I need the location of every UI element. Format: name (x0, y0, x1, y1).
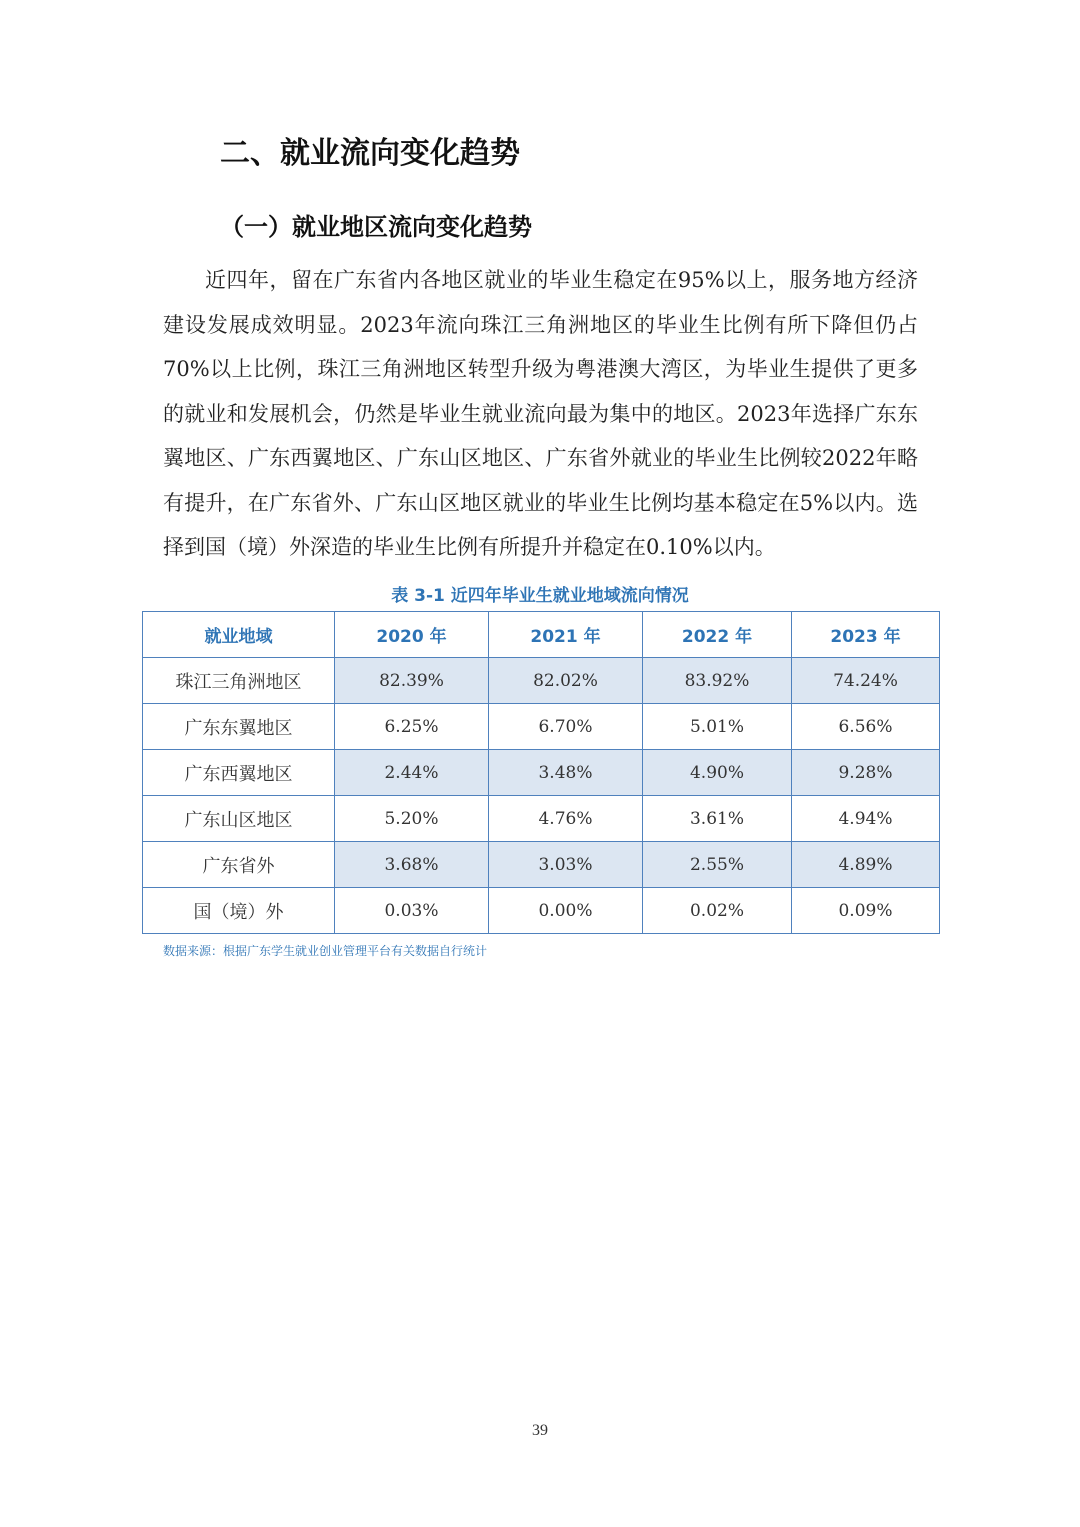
subsection-title: （一）就业地区流向变化趋势 (220, 213, 532, 241)
value-cell: 83.92% (643, 658, 792, 704)
table-source-note: 数据来源：根据广东学生就业创业管理平台有关数据自行统计 (163, 944, 488, 958)
value-cell: 3.03% (489, 842, 643, 888)
table-row (143, 842, 940, 888)
value-cell: 6.25% (335, 704, 489, 750)
section-title: 二、就业流向变化趋势 (220, 136, 520, 171)
value-cell: 3.68% (335, 842, 489, 888)
value-cell: 4.90% (643, 750, 792, 796)
value-cell: 0.09% (792, 888, 940, 934)
value-cell: 2.44% (335, 750, 489, 796)
value-cell: 4.76% (489, 796, 643, 842)
region-cell: 广东山区地区 (143, 796, 335, 842)
value-cell: 5.01% (643, 704, 792, 750)
region-cell: 广东省外 (143, 842, 335, 888)
region-cell: 国（境）外 (143, 888, 335, 934)
column-header-region: 就业地域 (143, 612, 335, 658)
table-header-row (143, 612, 940, 658)
value-cell: 4.89% (792, 842, 940, 888)
body-paragraph: 近四年，留在广东省内各地区就业的毕业生稳定在95%以上，服务地方经济建设发展成效明显。2023年流向珠江三角洲地区的毕业生比例有所下降但仍占70%以上比例，珠江三角洲地区转型升级为粤港澳大湾区，为毕业生提供了更多的就业和发展机会，仍然是毕业生就业流向最为集中的地区。2023年选择广东东翼地区、广东西翼地区、广东山区地区、广东省外就业的毕业生比例较2022年略有提升，在广东省外、广东山区地区就业的毕业生比例均基本稳定在5%以内。选择到国（境）外深造的毕业生比例有所提升并稳定在0.10%以内。 (163, 268, 918, 559)
value-cell: 4.94% (792, 796, 940, 842)
value-cell: 0.03% (335, 888, 489, 934)
value-cell: 82.39% (335, 658, 489, 704)
value-cell: 0.00% (489, 888, 643, 934)
value-cell: 6.70% (489, 704, 643, 750)
column-header-2022: 2022 年 (643, 612, 792, 658)
table-row (143, 658, 940, 704)
value-cell: 0.02% (643, 888, 792, 934)
value-cell: 6.56% (792, 704, 940, 750)
employment-region-table (142, 611, 940, 934)
table-caption: 表 3-1 近四年毕业生就业地域流向情况 (391, 586, 689, 606)
column-header-2021: 2021 年 (489, 612, 643, 658)
value-cell: 2.55% (643, 842, 792, 888)
table-row (143, 750, 940, 796)
value-cell: 82.02% (489, 658, 643, 704)
table-row (143, 888, 940, 934)
region-cell: 广东东翼地区 (143, 704, 335, 750)
value-cell: 74.24% (792, 658, 940, 704)
table-row (143, 704, 940, 750)
value-cell: 3.48% (489, 750, 643, 796)
value-cell: 5.20% (335, 796, 489, 842)
value-cell: 3.61% (643, 796, 792, 842)
column-header-2023: 2023 年 (792, 612, 940, 658)
table-row (143, 796, 940, 842)
page-number: 39 (532, 1422, 548, 1439)
region-cell: 珠江三角洲地区 (143, 658, 335, 704)
value-cell: 9.28% (792, 750, 940, 796)
column-header-2020: 2020 年 (335, 612, 489, 658)
region-cell: 广东西翼地区 (143, 750, 335, 796)
